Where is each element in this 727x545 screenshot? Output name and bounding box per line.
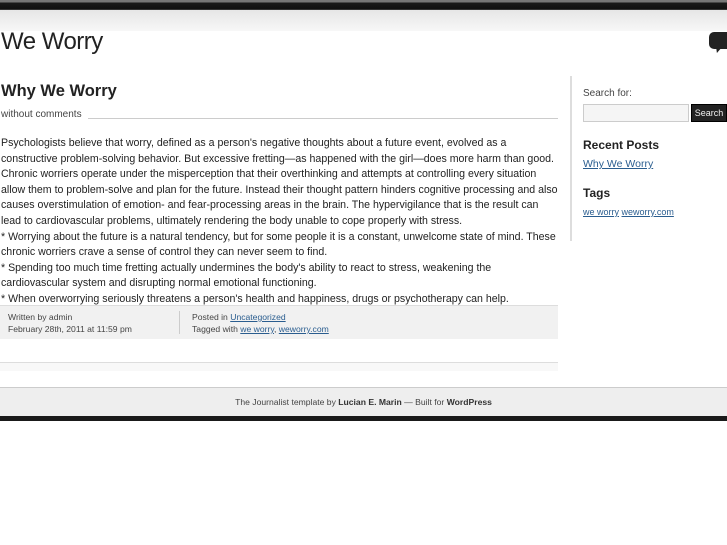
recent-post-link[interactable]: Why We Worry [583, 158, 654, 170]
footer-wordpress-link[interactable]: WordPress [446, 397, 492, 407]
sidebar-divider [570, 76, 572, 241]
category-link[interactable]: Uncategorized [230, 312, 286, 322]
post-author-date [8, 311, 132, 335]
post-title[interactable]: Why We Worry [1, 82, 117, 100]
tag-link[interactable]: weworry.com [621, 207, 674, 217]
comments-count[interactable]: without comments [1, 109, 82, 120]
search-button[interactable]: Search [691, 104, 727, 122]
author: Written by admin [8, 312, 73, 322]
bottom-bar [0, 416, 727, 421]
paragraph: * When overworrying seriously threatens a person's health and happiness, drugs or psychotherapy can help. [1, 292, 509, 305]
footer-author-link[interactable]: Lucian E. Marin [338, 397, 402, 407]
divider [179, 311, 180, 334]
search-input[interactable] [583, 104, 689, 122]
top-bar [0, 0, 727, 10]
tag-link[interactable]: we worry [583, 207, 620, 217]
divider [88, 118, 558, 119]
footer-text: — Built for [404, 397, 445, 407]
post-meta-box [0, 305, 558, 339]
footer [0, 387, 727, 417]
speech-bubble-icon[interactable] [709, 32, 727, 49]
search-label: Search for: [583, 88, 632, 99]
tags-heading: Tags [583, 186, 611, 200]
site-title[interactable]: We Worry [1, 28, 103, 55]
header-band [0, 10, 727, 31]
posted-in-label: Posted in [192, 312, 228, 322]
tag-link[interactable]: we worry [240, 324, 275, 334]
paragraph: * Worrying about the future is a natural tendency, but for some people it is a constant, unwelcome state of mind. These chronic worriers crave a sense of control they can never seem to find. [1, 230, 556, 259]
tagged-label: Tagged with [192, 324, 238, 334]
tag-cloud [583, 207, 727, 217]
post-date: February 28th, 2011 at 11:59 pm [8, 324, 132, 334]
post-comments-meta [1, 109, 558, 120]
post-separator [0, 362, 558, 371]
tag-link[interactable]: weworry.com [278, 324, 329, 334]
post-content [1, 136, 561, 308]
tag-separator: , [274, 324, 277, 334]
post-taxonomy [192, 311, 329, 335]
recent-posts-heading: Recent Posts [583, 138, 660, 152]
sidebar [583, 88, 727, 217]
paragraph: * Spending too much time fretting actually undermines the body's ability to react to stress, weakening the cardiovascular system and disrupting normal emotional functioning. [1, 261, 492, 290]
paragraph: Psychologists believe that worry, defined as a person's negative thoughts about a future event, evolved as a constructive problem-solving behavior. But excessive fretting—as happened with the girl—does more harm than good. Chronic worriers operate under the misperception that their overthinking and attempts at controlling every situation allow them to problem-solve and plan for the future. Instead their thought pattern hinders cognitive processing and also causes overstimulation of emotion- and fear-processing areas in the brain. The hypervigilance that is the result can lead to cardiovascular problems, ultimately rendering the body unable to cope properly with stress. [1, 137, 558, 227]
footer-text: The Journalist template by [235, 397, 336, 407]
